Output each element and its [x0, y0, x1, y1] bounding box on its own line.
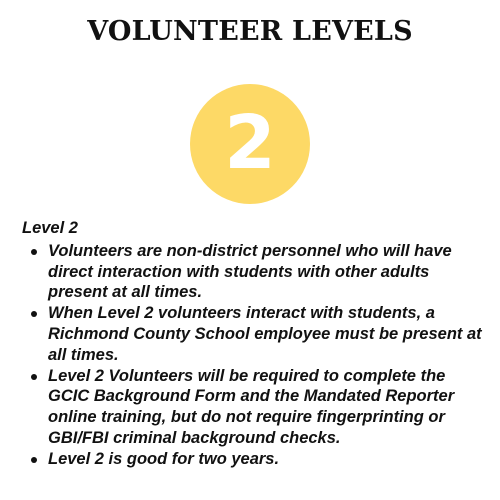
- level-description: [22, 218, 488, 470]
- list-item-text: Level 2 is good for two years.: [48, 449, 280, 468]
- page-title: VOLUNTEER LEVELS: [87, 16, 413, 47]
- list-item-text: Volunteers are non-district personnel who will have direct interaction with students with other adults present at all times.: [48, 241, 452, 302]
- list-item: [22, 303, 488, 365]
- list-item: [22, 366, 488, 449]
- bullet-icon: [31, 249, 37, 255]
- bullet-icon: [31, 374, 37, 380]
- list-item: [22, 241, 488, 303]
- requirements-list: [22, 241, 488, 470]
- bullet-icon: [31, 457, 37, 463]
- section-heading: Level 2: [22, 219, 78, 237]
- list-item-text: Level 2 Volunteers will be required to complete the GCIC Background Form and the Mandated Reporter online training, but do not require fingerprinting or GBI/FBI criminal background checks.: [48, 366, 455, 447]
- list-item-text: When Level 2 volunteers interact with students, a Richmond County School employee must be present at all times.: [48, 304, 482, 364]
- list-item: [22, 449, 488, 470]
- bullet-icon: [31, 311, 37, 317]
- level-number: 2: [224, 100, 276, 186]
- level-badge: [190, 84, 310, 204]
